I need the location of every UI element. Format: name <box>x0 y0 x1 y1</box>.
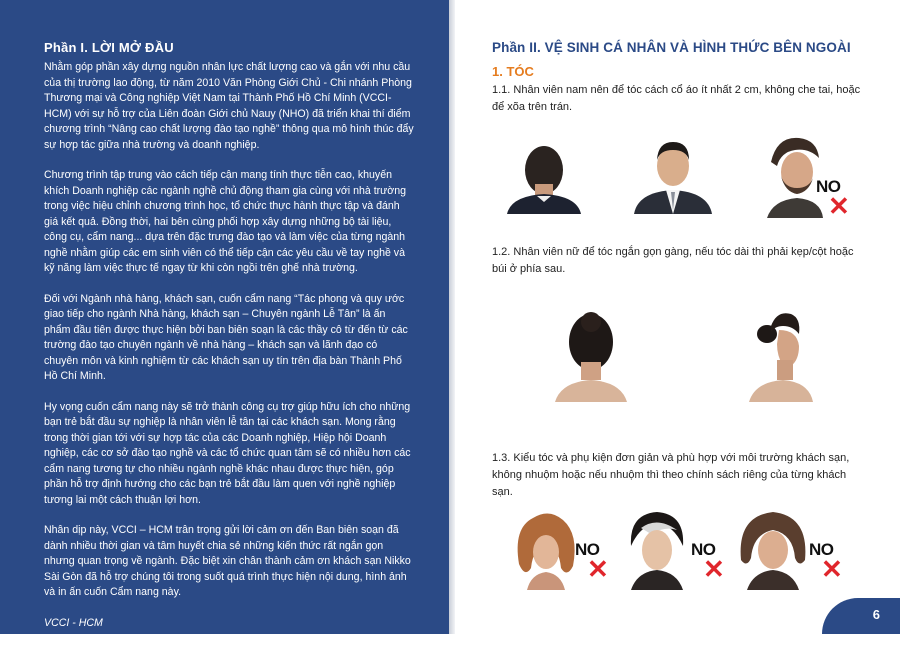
male-front-photo <box>628 132 718 214</box>
intro-paragraph: Chương trình tập trung vào cách tiếp cận mang tính thực tiễn cao, khuyến khích Doanh nghiệp các ngành nghề chủ động tham gia cùng với nhà trường trong việc hiệu chỉnh chương trình học, tổ chức thực hành thực tập và đánh giá kết quả. Đồng thời, hai bên cùng phối hợp xây dựng những bộ tài liệu, công cụ, cẩm nang... dựa trên đặc trưng đào tạo và làm việc của từng ngành nghề nhằm giúp các em sinh viên có thể tiếp cận các yêu cầu về tay nghề và kỹ năng làm việc thực tế ngay từ khi còn ngồi trên ghế nhà trường. <box>44 169 406 274</box>
page-number: 6 <box>872 607 880 622</box>
no-badge: NO ✕ <box>816 177 850 221</box>
rule-female-hair: 1.2. Nhân viên nữ để tóc ngắn gọn gàng, nếu tóc dài thì phải kẹp/cột hoặc búi ở phía sau. <box>492 246 854 275</box>
section-title-hygiene: Phần II. VỆ SINH CÁ NHÂN VÀ HÌNH THỨC BÊN NGOÀI <box>492 40 851 55</box>
section-title-intro: Phần I. LỜI MỞ ĐẦU <box>44 40 174 55</box>
intro-paragraph: Nhằm góp phần xây dựng nguồn nhân lực chất lượng cao và gắn với nhu cầu của thị trường lao động, từ năm 2010 Văn Phòng Giới Chủ - Chi nhánh Phòng Thương mại và Công nghiệp Việt Nam tại Thành Phố Hồ Chí Minh (VCCI-HCM) với sự hỗ trợ của Liên đoàn Giới chủ Nauy (NHO) đã triển khai thí điểm chương trình “Nâng cao chất lượng đào tạo nghề” thông qua mô hình thúc đẩy sự hợp tác giữa nhà trường và doanh nghiệp. <box>44 61 414 151</box>
rule-hair-style: 1.3. Kiểu tóc và phụ kiện đơn giản và phù hợp với môi trường khách sạn, không nhuộm hoặc nếu nhuộm thì theo chính sách riêng của từng khách sạn. <box>492 452 850 498</box>
red-x-icon: ✕ <box>828 191 850 221</box>
intro-text <box>44 60 414 646</box>
female-side-photo <box>737 296 817 402</box>
right-page <box>455 0 900 634</box>
no-badge: NO ✕ <box>575 540 609 584</box>
red-x-icon: ✕ <box>821 554 843 584</box>
intro-paragraph: Hy vọng cuốn cẩm nang này sẽ trở thành công cụ trợ giúp hữu ích cho những bạn trẻ bắt đầu sự nghiệp là nhân viên lễ tân tại các khách sạn. Mong rằng trong thời gian tới với sự hợp tác của các Doanh nghiệp, Hiệp hội Doanh nghiệp, các cơ sở đào tạo nghề và các tổ chức quan tâm sẽ có nhiều hơn các cẩm nang tương tự cho nhiều ngành nghề khác nhau được thực hiện, góp phần hỗ trợ định hướng cho các bạn trẻ bắt đầu làm quen với nghề nghiệp tương lai một cách thuận lợi hơn. <box>44 400 411 506</box>
no-badge: NO ✕ <box>691 540 725 584</box>
bad-hair-photo-3 <box>737 506 809 590</box>
rule-male-hair: 1.1. Nhân viên nam nên để tóc cách cổ áo ít nhất 2 cm, không che tai, hoặc để xõa trên trán. <box>492 84 861 113</box>
subsection-title-hair: 1. TÓC <box>492 64 534 79</box>
male-back-photo <box>499 132 589 214</box>
no-badge: NO ✕ <box>809 540 843 584</box>
bad-hair-photo-1 <box>513 508 579 590</box>
intro-paragraph: Nhân dịp này, VCCI – HCM trân trọng gửi lời cảm ơn đến Ban biên soạn đã dành nhiều thời gian và tâm huyết chia sẻ những kiến thức rất ngắn gọn nhưng quan trọng về ngành. Đặc biệt xin chân thành cảm ơn khách sạn Nikko Sài Gòn đã hỗ trợ chúng tôi trong suốt quá trình thực hiện nội dung, hình ảnh và in ấn cuốn Cẩm nang này. <box>44 524 411 598</box>
intro-paragraph: Đối với Ngành nhà hàng, khách sạn, cuốn cẩm nang “Tác phong và quy ước giao tiếp cho ngành Nhà hàng, khách sạn – Chuyên ngành Lễ Tân” là ấn phẩm đầu tiên được thực hiện bởi ban biên soạn là các thầy cô từ đến từ các trường đào tạo chuyên ngành về nhà hàng – khách sạn và lãnh đạo có chuyên môn và kinh nghiệm từ các khách sạn uy tín trên địa bàn Thành Phố Hồ Chí Minh. <box>44 292 408 382</box>
bad-hair-photo-2 <box>621 506 693 590</box>
red-x-icon: ✕ <box>703 554 725 584</box>
red-x-icon: ✕ <box>587 554 609 584</box>
female-back-photo <box>551 296 631 402</box>
signature: VCCI - HCM <box>44 616 103 629</box>
left-page <box>0 0 449 634</box>
